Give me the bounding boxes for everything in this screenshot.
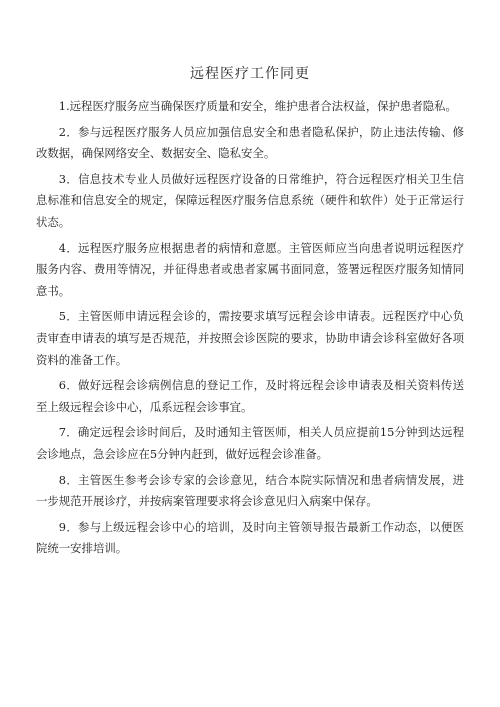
document-title: 远程医疗工作同更 — [190, 66, 310, 82]
paragraph-1: 1.远程医疗服务应当确保医疗质量和安全，维护患者合法权益，保护患者隐私。 — [58, 99, 457, 113]
paragraph-5: 5．主管医师申请远程会诊的，需按要求填写远程会诊申请表。远程医疗中心负责审查申请表的填写是否规范，并按照会诊医院的要求，协助申请会诊科室做好各项资料的准备工作。 — [36, 309, 464, 367]
paragraph-8: 8．主管医生参考会诊专家的会诊意见，结合本院实际情况和患者病情发展，进一步规范开展诊疗，并按病案管理要求将会诊意见归入病案中保存。 — [36, 472, 464, 509]
paragraph-4: 4．远程医疗服务应根据患者的病情和意愿。主管医师应当向患者说明远程医疗服务内容、费用等情况，并征得患者或患者家属书面同意，签署远程医疗服务知情同意书。 — [36, 240, 464, 298]
paragraph-6: 6．做好远程会诊病例信息的登记工作，及时将远程会诊申请表及相关资料传送至上级远程会诊中心，瓜系远程会诊事宜。 — [36, 378, 464, 414]
paragraph-3: 3．信息技术专业人员做好远程医疗设备的日常维护，符合远程医疗相关卫生信息标准和信息安全的规定，保障远程医疗服务信息系统（硬件和软件）处于正常运行状态。 — [36, 171, 464, 229]
paragraph-9: 9．参与上级远程会诊中心的培训，及时向主管领导报告最新工作动态，以便医院统一安排培训。 — [36, 519, 464, 556]
paragraph-7: 7．确定远程会诊时间后，及时通知主管医师，相关人员应提前15分钟到达远程会诊地点，急会诊应在5分钟内赶到，做好远程会诊准备。 — [36, 425, 464, 461]
document-body — [36, 96, 464, 564]
paragraph-2: 2．参与远程医疗服务人员应加强信息安全和患者隐私保护，防止违法传输、修改数据，确保网络安全、数据安全、隐私安全。 — [36, 124, 464, 161]
